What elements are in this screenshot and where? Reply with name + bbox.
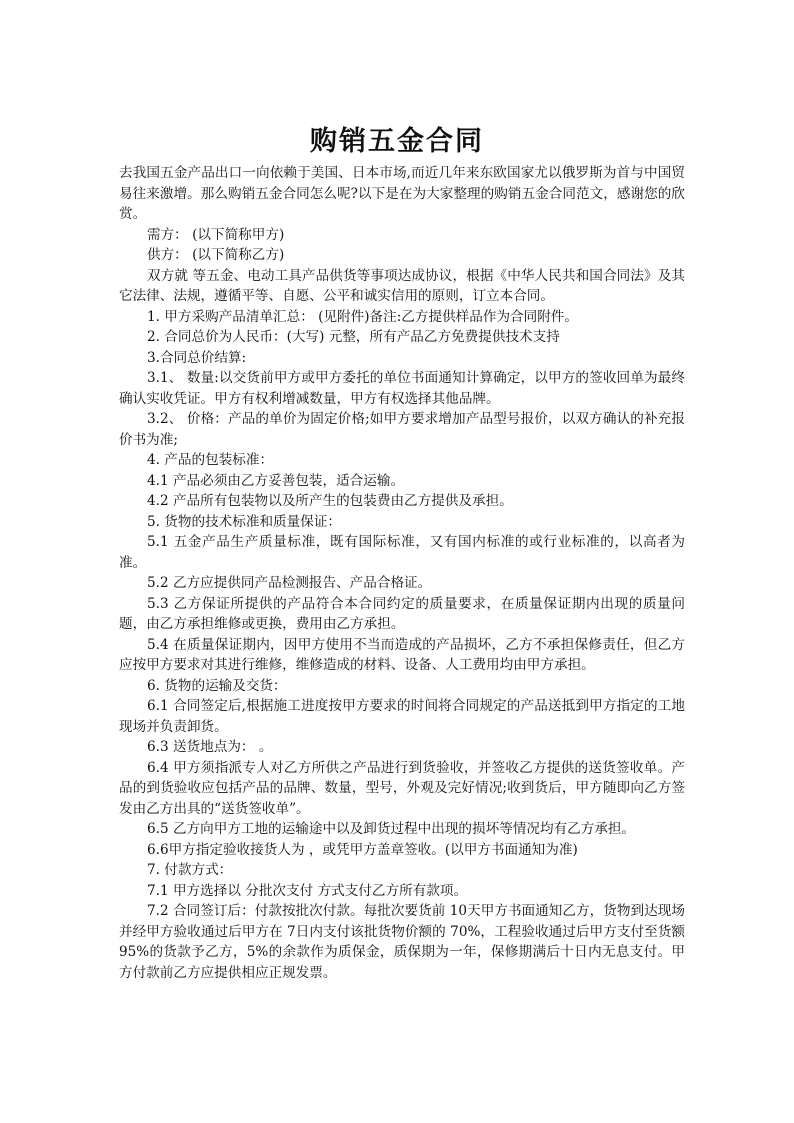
document-body — [119, 163, 685, 983]
body-paragraph: 3.合同总价结算: — [147, 349, 247, 366]
body-paragraph: 6.5 乙方向甲方工地的运输途中以及卸货过程中出现的损坏等情况均有乙方承担。 — [147, 821, 636, 837]
body-paragraph: 3.1、 数量:以交货前甲方或甲方委托的单位书面通知计算确定，以甲方的签收回单为最终确认实收凭证。甲方有权利增减数量，甲方有权选择其他品牌。 — [119, 370, 685, 407]
body-paragraph: 5. 货物的技术标准和质量保证： — [147, 513, 342, 530]
body-paragraph: 5.1 五金产品生产质量标准，既有国际标准，又有国内标准的或行业标准的，以高者为准。 — [119, 534, 685, 571]
body-paragraph: 6. 货物的运输及交货： — [147, 677, 287, 694]
document-title: 购销五金合同 — [310, 126, 484, 157]
body-paragraph: 5.3 乙方保证所提供的产品符合本合同约定的质量要求，在质量保证期内出现的质量问题，由乙方承担维修或更换，费用由乙方承担。 — [119, 595, 685, 632]
body-paragraph: 5.4 在质量保证期内，因甲方使用不当而造成的产品损坏，乙方不承担保修责任，但乙方应按甲方要求对其进行维修，维修造成的材料、设备、人工费用均由甲方承担。 — [119, 636, 685, 673]
body-paragraph: 3.2、 价格：产品的单价为固定价格;如甲方要求增加产品型号报价，以双方确认的补充报价书为准; — [119, 411, 685, 448]
body-paragraph: 6.6甲方指定验收接货人为 ，或凭甲方盖章签收。(以甲方书面通知为准) — [147, 841, 578, 858]
body-paragraph: 7.2 合同签订后：付款按批次付款。每批次要货前 10天甲方书面通知乙方，货物到达现场并经甲方验收通过后甲方在 7日内支付该批货物价额的 70%，工程验收通过后甲方支付至货额 95%的货款予乙方，5%的余款作为质保金，质保期为一年，保修期满后十日内无息支付。甲方付款前乙方应提供相应正规发票。 — [119, 903, 685, 981]
body-paragraph: 1. 甲方采购产品清单汇总： (见附件)备注:乙方提供样品作为合同附件。 — [147, 308, 579, 325]
body-paragraph: 双方就 等五金、电动工具产品供货等事项达成协议，根据《中华人民共和国合同法》及其它法律、法规，遵循平等、自愿、公平和诚实信用的原则，订立本合同。 — [119, 267, 685, 304]
body-paragraph: 4.1 产品必须由乙方妥善包装，适合运输。 — [147, 472, 405, 489]
body-paragraph: 4.2 产品所有包装物以及所产生的包装费由乙方提供及承担。 — [147, 493, 513, 509]
body-paragraph: 7.1 甲方选择以 分批次支付 方式支付乙方所有款项。 — [147, 882, 468, 899]
body-paragraph: 6.4 甲方须指派专人对乙方所供之产品进行到货验收，并签收乙方提供的送货签收单。产品的到货验收应包括产品的品牌、数量，型号，外观及完好情况;收到货后，甲方随即向乙方签发由乙方出具的“送货签收单”。 — [119, 759, 685, 817]
body-paragraph: 2. 合同总价为人民币：(大写) 元整，所有产品乙方免费提供技术支持 — [147, 329, 560, 345]
body-paragraph: 7. 付款方式： — [147, 862, 233, 878]
body-paragraph: 6.1 合同签定后,根据施工进度按甲方要求的时间将合同规定的产品送抵到甲方指定的工地现场并负责卸货。 — [119, 698, 685, 735]
body-paragraph: 需方： (以下简称甲方) — [147, 226, 285, 243]
body-paragraph: 去我国五金产品出口一向依赖于美国、日本市场,而近几年来东欧国家尤以俄罗斯为首与中国贸易往来激增。那么购销五金合同怎么呢?以下是在为大家整理的购销五金合同范文，感谢您的欣赏。 — [119, 165, 685, 222]
body-paragraph: 供方： (以下简称乙方) — [147, 247, 285, 263]
body-paragraph: 4. 产品的包装标准： — [147, 452, 274, 468]
body-paragraph: 5.2 乙方应提供同产品检测报告、产品合格证。 — [147, 575, 432, 591]
body-paragraph: 6.3 送货地点为： 。 — [147, 739, 273, 755]
